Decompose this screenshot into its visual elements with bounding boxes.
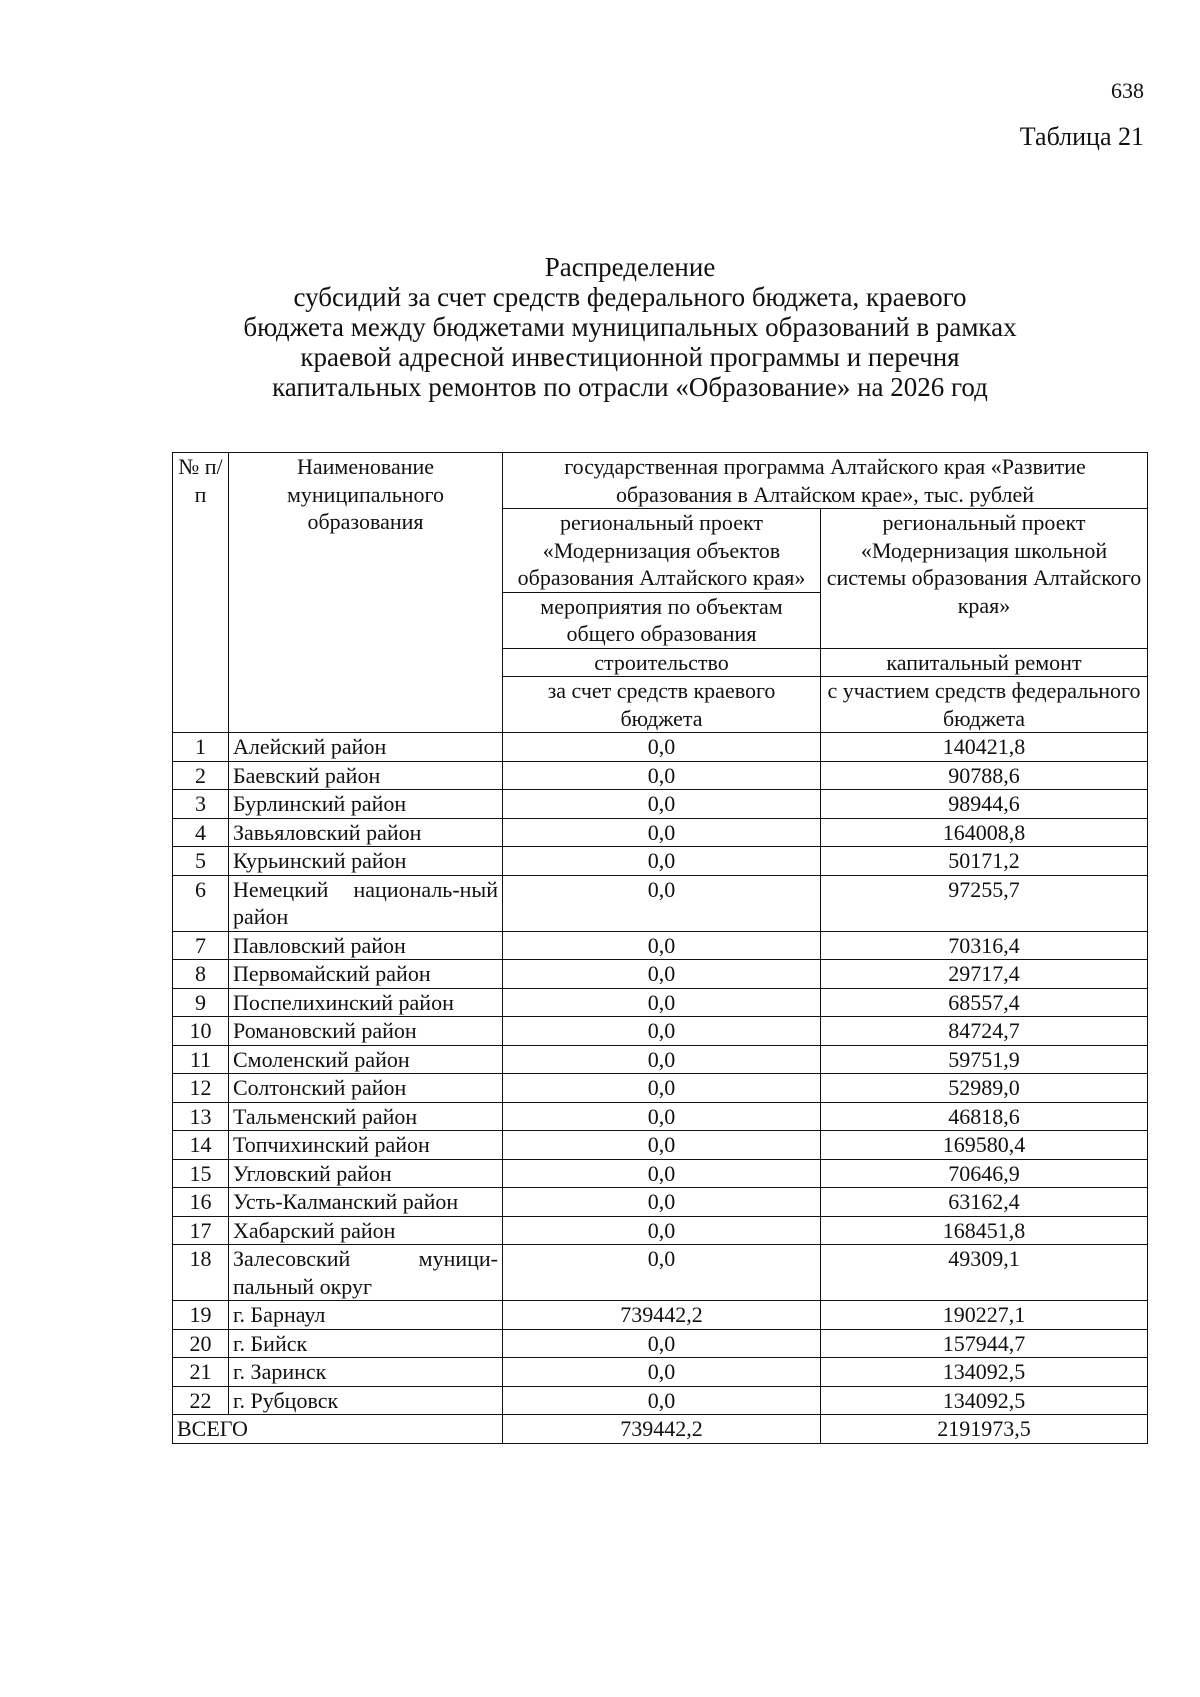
- table-row: [173, 1131, 1148, 1160]
- total-construction-value: 739442,2: [503, 1415, 821, 1444]
- row-number: 3: [173, 790, 229, 819]
- row-number: 2: [173, 761, 229, 790]
- table-row: [173, 960, 1148, 989]
- row-number: 16: [173, 1188, 229, 1217]
- row-construction-value: 0,0: [503, 988, 821, 1017]
- row-name: Хабарский район: [229, 1216, 503, 1245]
- total-row: [173, 1415, 1148, 1444]
- table-row: [173, 1216, 1148, 1245]
- title-line: Распределение: [544, 252, 716, 282]
- total-repair-value: 2191973,5: [821, 1415, 1148, 1444]
- table-row: [173, 1074, 1148, 1103]
- table-row: [173, 988, 1148, 1017]
- row-name: Немецкий националь-ный район: [229, 875, 503, 931]
- table-row: [173, 733, 1148, 762]
- row-construction-value: 0,0: [503, 847, 821, 876]
- row-repair-value: 70646,9: [821, 1159, 1148, 1188]
- header-activity-1: мероприятия по объектам общего образования: [503, 592, 821, 648]
- row-name: Алейский район: [229, 733, 503, 762]
- row-repair-value: 29717,4: [821, 960, 1148, 989]
- row-construction-value: 0,0: [503, 931, 821, 960]
- row-name: г. Барнаул: [229, 1301, 503, 1330]
- row-number: 9: [173, 988, 229, 1017]
- table-row: [173, 1358, 1148, 1387]
- row-repair-value: 134092,5: [821, 1386, 1148, 1415]
- row-construction-value: 0,0: [503, 1386, 821, 1415]
- row-construction-value: 0,0: [503, 1188, 821, 1217]
- header-fund-1: за счет средств краевого бюджета: [503, 677, 821, 733]
- row-name: Первомайский район: [229, 960, 503, 989]
- row-repair-value: 168451,8: [821, 1216, 1148, 1245]
- table-row: [173, 1017, 1148, 1046]
- row-name: г. Заринск: [229, 1358, 503, 1387]
- row-number: 21: [173, 1358, 229, 1387]
- row-construction-value: 0,0: [503, 733, 821, 762]
- table-row: [173, 931, 1148, 960]
- title-line: краевой адресной инвестиционной программы и перечня: [300, 342, 960, 372]
- row-repair-value: 134092,5: [821, 1358, 1148, 1387]
- row-repair-value: 59751,9: [821, 1045, 1148, 1074]
- row-construction-value: 0,0: [503, 818, 821, 847]
- row-repair-value: 70316,4: [821, 931, 1148, 960]
- row-number: 20: [173, 1329, 229, 1358]
- title-line: бюджета между бюджетами муниципальных образований в рамках: [243, 312, 1017, 342]
- row-construction-value: 739442,2: [503, 1301, 821, 1330]
- row-number: 4: [173, 818, 229, 847]
- row-construction-value: 0,0: [503, 875, 821, 931]
- row-name: Баевский район: [229, 761, 503, 790]
- row-number: 5: [173, 847, 229, 876]
- table-row: [173, 1159, 1148, 1188]
- title-line: капитальных ремонтов по отрасли «Образование» на 2026 год: [272, 372, 988, 402]
- row-construction-value: 0,0: [503, 1358, 821, 1387]
- table-row: [173, 1386, 1148, 1415]
- row-repair-value: 98944,6: [821, 790, 1148, 819]
- header-project-2: региональный проект «Модернизация школьной системы образования Алтайского края»: [821, 509, 1148, 649]
- row-number: 17: [173, 1216, 229, 1245]
- row-construction-value: 0,0: [503, 790, 821, 819]
- row-repair-value: 68557,4: [821, 988, 1148, 1017]
- row-name: Смоленский район: [229, 1045, 503, 1074]
- row-construction-value: 0,0: [503, 1045, 821, 1074]
- row-number: 8: [173, 960, 229, 989]
- row-number: 12: [173, 1074, 229, 1103]
- header-work-1: строительство: [503, 648, 821, 677]
- row-name: Бурлинский район: [229, 790, 503, 819]
- table-row: [173, 761, 1148, 790]
- table-row: [173, 1329, 1148, 1358]
- row-number: 15: [173, 1159, 229, 1188]
- row-construction-value: 0,0: [503, 1245, 821, 1301]
- row-repair-value: 46818,6: [821, 1102, 1148, 1131]
- row-number: 13: [173, 1102, 229, 1131]
- row-name: Тальменский район: [229, 1102, 503, 1131]
- row-construction-value: 0,0: [503, 1102, 821, 1131]
- row-number: 14: [173, 1131, 229, 1160]
- row-repair-value: 49309,1: [821, 1245, 1148, 1301]
- row-repair-value: 97255,7: [821, 875, 1148, 931]
- row-number: 22: [173, 1386, 229, 1415]
- row-name: Солтонский район: [229, 1074, 503, 1103]
- row-construction-value: 0,0: [503, 1074, 821, 1103]
- row-name: Павловский район: [229, 931, 503, 960]
- row-repair-value: 157944,7: [821, 1329, 1148, 1358]
- row-number: 6: [173, 875, 229, 931]
- row-name: г. Бийск: [229, 1329, 503, 1358]
- header-project-1: региональный проект «Модернизация объектов образования Алтайского края»: [503, 509, 821, 593]
- row-name: Завьяловский район: [229, 818, 503, 847]
- row-name: Романовский район: [229, 1017, 503, 1046]
- table-row: [173, 1045, 1148, 1074]
- table-row: [173, 1102, 1148, 1131]
- row-number: 10: [173, 1017, 229, 1046]
- row-construction-value: 0,0: [503, 1216, 821, 1245]
- row-number: 11: [173, 1045, 229, 1074]
- header-fund-2: с участием средств федерального бюджета: [821, 677, 1148, 733]
- row-repair-value: 50171,2: [821, 847, 1148, 876]
- row-repair-value: 84724,7: [821, 1017, 1148, 1046]
- row-repair-value: 169580,4: [821, 1131, 1148, 1160]
- table-row: [173, 790, 1148, 819]
- header-work-2: капитальный ремонт: [821, 648, 1148, 677]
- document-title: [200, 252, 1060, 402]
- row-repair-value: 52989,0: [821, 1074, 1148, 1103]
- row-construction-value: 0,0: [503, 1329, 821, 1358]
- table-row: [173, 847, 1148, 876]
- row-name: Усть-Калманский район: [229, 1188, 503, 1217]
- row-construction-value: 0,0: [503, 1159, 821, 1188]
- table-row: [173, 1245, 1148, 1301]
- row-name: Топчихинский район: [229, 1131, 503, 1160]
- page-number: 638: [1111, 78, 1144, 103]
- table-row: [173, 875, 1148, 931]
- row-number: 18: [173, 1245, 229, 1301]
- row-construction-value: 0,0: [503, 960, 821, 989]
- row-repair-value: 90788,6: [821, 761, 1148, 790]
- table-row: [173, 818, 1148, 847]
- row-number: 19: [173, 1301, 229, 1330]
- title-line: субсидий за счет средств федерального бюджета, краевого: [293, 282, 967, 312]
- table-row: [173, 1188, 1148, 1217]
- row-repair-value: 140421,8: [821, 733, 1148, 762]
- total-label: ВСЕГО: [173, 1415, 503, 1444]
- subsidy-table: [172, 452, 1148, 1444]
- table-row: [173, 1301, 1148, 1330]
- row-repair-value: 63162,4: [821, 1188, 1148, 1217]
- table-label: Таблица 21: [1019, 122, 1144, 151]
- header-row: [173, 453, 1148, 509]
- header-name: Наименование муниципального образования: [229, 453, 503, 733]
- row-construction-value: 0,0: [503, 1131, 821, 1160]
- row-number: 1: [173, 733, 229, 762]
- row-repair-value: 164008,8: [821, 818, 1148, 847]
- row-number: 7: [173, 931, 229, 960]
- row-name: Курьинский район: [229, 847, 503, 876]
- header-num: № п/п: [173, 453, 229, 733]
- row-name: Угловский район: [229, 1159, 503, 1188]
- header-program: государственная программа Алтайского края «Развитие образования в Алтайском крае», тыс. рублей: [503, 453, 1148, 509]
- row-name: Поспелихинский район: [229, 988, 503, 1017]
- row-name: г. Рубцовск: [229, 1386, 503, 1415]
- row-construction-value: 0,0: [503, 761, 821, 790]
- row-repair-value: 190227,1: [821, 1301, 1148, 1330]
- row-name: Залесовский муници-пальный округ: [229, 1245, 503, 1301]
- row-construction-value: 0,0: [503, 1017, 821, 1046]
